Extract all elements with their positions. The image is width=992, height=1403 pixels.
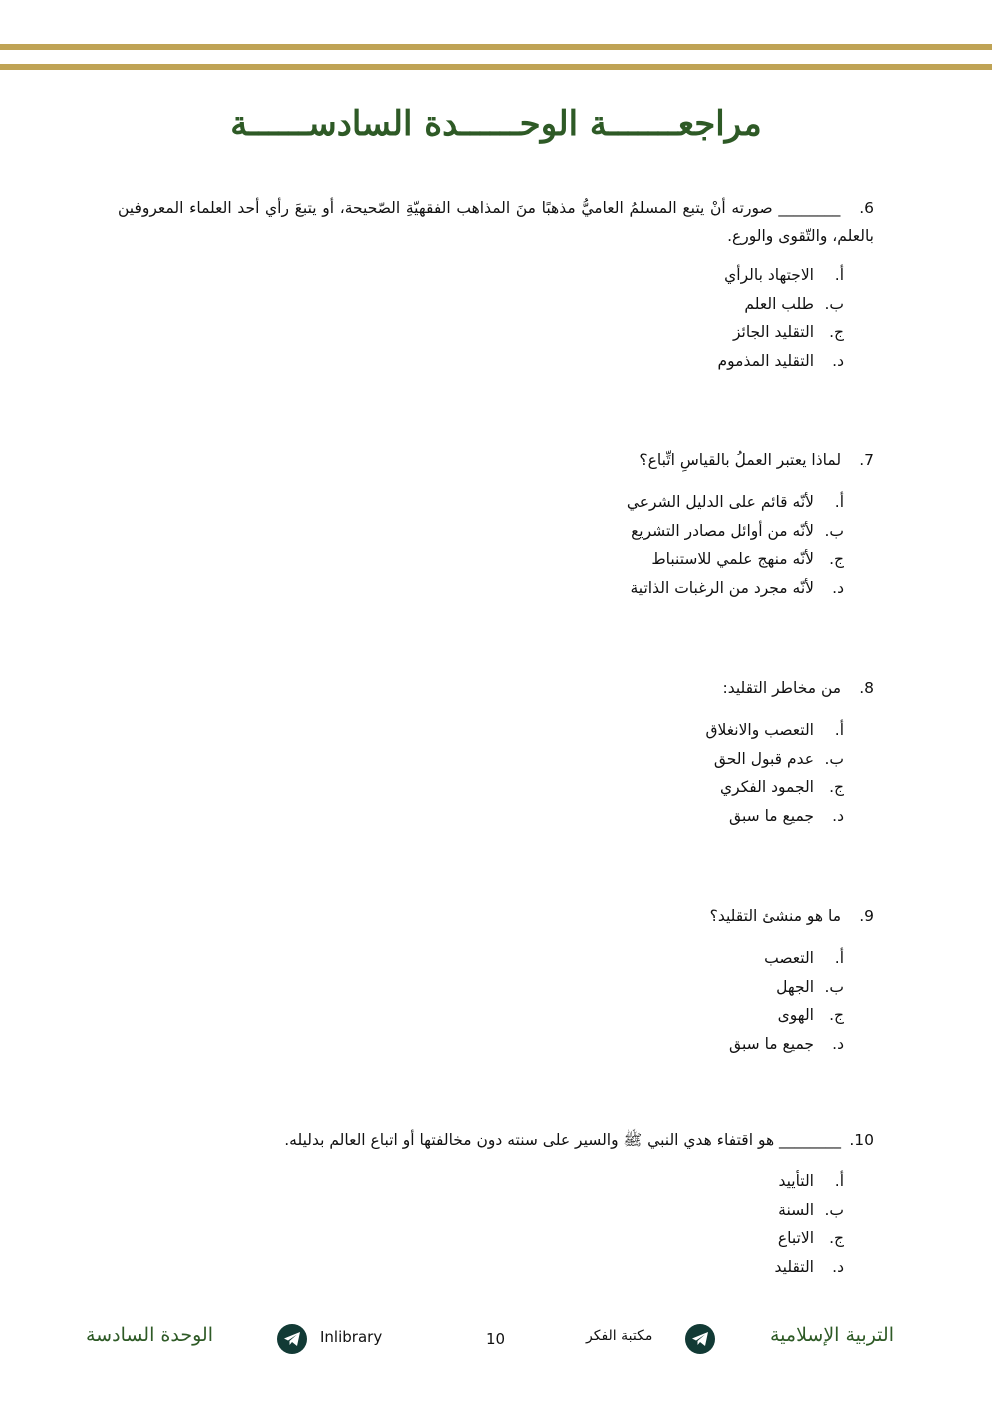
- option-c[interactable]: ج.الجمود الفكري: [720, 778, 844, 796]
- option-b[interactable]: ب.عدم قبول الحق: [713, 749, 844, 768]
- telegram-icon[interactable]: [277, 1324, 307, 1354]
- option-b[interactable]: ب.لأنّه من أوائل مصادر التشريع: [631, 521, 844, 540]
- header-rule-top: [0, 44, 992, 50]
- question-number: 6.: [859, 199, 875, 217]
- question-text: من مخاطر التقليد:: [722, 679, 842, 697]
- option-d[interactable]: د.جميع ما سبق: [729, 806, 844, 825]
- option-b[interactable]: ب.الجهل: [776, 977, 844, 996]
- question-text: لماذا يعتبر العملُ بالقياسِ اتِّباع؟: [639, 451, 842, 469]
- options-7: [627, 488, 844, 602]
- question-text: ________ هو اقتفاء هدي النبي ﷺ والسير على سنته دون مخالفتها أو اتباع العالم بدليله.: [284, 1131, 842, 1149]
- option-a[interactable]: أ.لأنّه قائم على الدليل الشرعي: [626, 493, 844, 511]
- header-rule-bottom: [0, 64, 992, 70]
- page-number: 10: [486, 1330, 506, 1348]
- option-a[interactable]: أ.التعصب والانغلاق: [705, 721, 844, 739]
- option-d[interactable]: د.التقليد: [774, 1257, 844, 1276]
- option-c[interactable]: ج.الاتباع: [777, 1229, 844, 1247]
- footer-channel-fikr[interactable]: مكتبة الفكر: [586, 1328, 653, 1344]
- option-d[interactable]: د.لأنّه مجرد من الرغبات الذاتية: [630, 578, 844, 597]
- option-d[interactable]: د.جميع ما سبق: [729, 1034, 844, 1053]
- options-9: [729, 944, 844, 1058]
- option-c[interactable]: ج.الهوى: [777, 1006, 844, 1024]
- question-text: ما هو منشئ التقليد؟: [709, 907, 842, 925]
- question-6: [118, 194, 874, 250]
- footer-unit: الوحدة السادسة: [86, 1324, 213, 1346]
- question-9: [710, 902, 874, 930]
- page-title: مراجعـــــــة الوحــــــدة السادســــــة: [230, 104, 762, 144]
- option-a[interactable]: أ.الاجتهاد بالرأي: [724, 266, 844, 284]
- option-c[interactable]: ج.التقليد الجائز: [732, 323, 844, 341]
- footer-channel-inlibrary[interactable]: Inlibrary: [320, 1328, 383, 1346]
- question-number: 8.: [859, 679, 874, 697]
- option-b[interactable]: ب.طلب العلم: [744, 294, 844, 313]
- options-6: [718, 261, 844, 375]
- options-10: [775, 1167, 845, 1281]
- option-d[interactable]: د.التقليد المذموم: [717, 351, 844, 370]
- question-number: 10.: [849, 1131, 874, 1149]
- footer-subject: التربية الإسلامية: [769, 1324, 894, 1346]
- option-a[interactable]: أ.التأييد: [778, 1172, 844, 1190]
- question-10: [284, 1126, 874, 1154]
- page-footer: [0, 1324, 992, 1358]
- option-a[interactable]: أ.التعصب: [764, 949, 844, 967]
- telegram-icon[interactable]: [685, 1324, 715, 1354]
- options-8: [706, 716, 844, 830]
- option-b[interactable]: ب.السنة: [778, 1200, 844, 1219]
- question-text: ________ صورته أنْ يتبع المسلمُ العاميُّ مذهبًا منَ المذاهب الفقهيّةِ الصّحيحة، أو يتبعَ رأي أحد العلماء المعروفين بالعلم، والتّقوى والورع.: [118, 199, 874, 245]
- question-number: 9.: [859, 907, 874, 925]
- option-c[interactable]: ج.لأنّه منهج علمي للاستنباط: [651, 550, 844, 568]
- question-7: [639, 446, 874, 474]
- question-number: 7.: [859, 451, 874, 469]
- question-8: [722, 674, 874, 702]
